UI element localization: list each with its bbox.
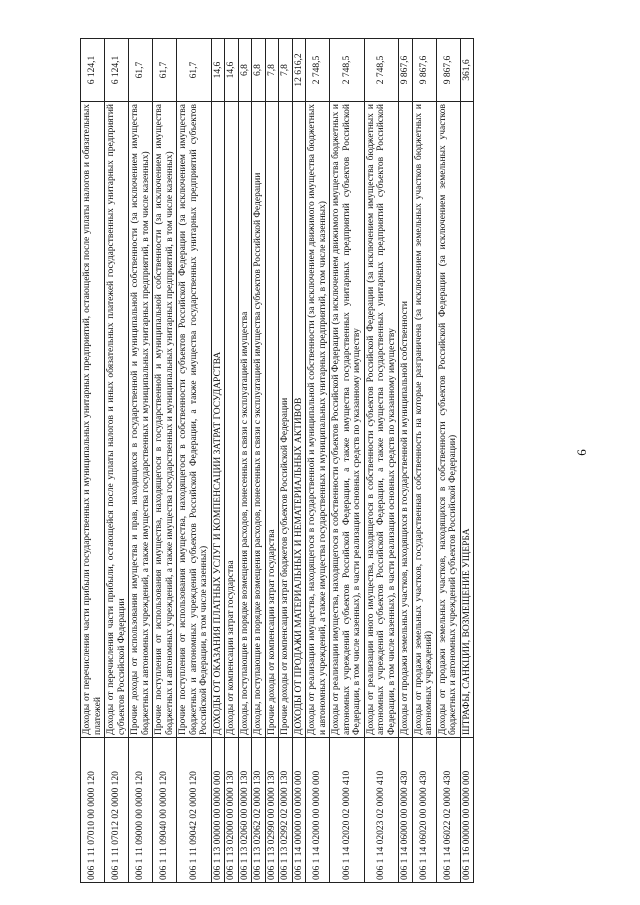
row-description: Прочие доходы от компенсации затрат бюджетов субъектов Российской Федерации xyxy=(279,102,293,738)
row-code: 006 1 14 02000 00 0000 000 xyxy=(306,738,330,883)
table-row xyxy=(81,39,105,883)
table-row xyxy=(238,39,252,883)
row-code: 006 1 11 07012 02 0000 120 xyxy=(105,738,129,883)
table-row xyxy=(412,39,436,883)
row-value: 12 616,2 xyxy=(292,39,306,102)
row-value: 14,6 xyxy=(225,39,239,102)
row-description: Прочие доходы от компенсации затрат государства xyxy=(265,102,279,738)
row-value: 9 867,6 xyxy=(436,39,460,102)
revenue-table-body xyxy=(81,39,474,883)
row-value: 6,8 xyxy=(238,39,252,102)
page-number: 6 xyxy=(574,449,589,456)
row-value: 7,8 xyxy=(265,39,279,102)
row-value: 6 124,1 xyxy=(105,39,129,102)
table-row xyxy=(460,39,474,883)
table-row xyxy=(153,39,177,883)
row-value: 9 867,6 xyxy=(412,39,436,102)
table-row xyxy=(436,39,460,883)
row-code: 006 1 14 06000 00 0000 430 xyxy=(399,738,413,883)
row-code: 006 1 14 02023 02 0000 410 xyxy=(364,738,399,883)
row-value: 61,7 xyxy=(153,39,177,102)
table-row xyxy=(252,39,266,883)
row-description: Доходы от реализации имущества, находящегося в государственной и муниципальной собственности (за исключением движимого имущества бюджетных и автономных учреждений, а также имущества государственных и муниципальных унитарных предприятий, в том числе казенных) xyxy=(306,102,330,738)
row-code: 006 1 11 09040 00 0000 120 xyxy=(153,738,177,883)
row-code: 006 1 14 06020 00 0000 430 xyxy=(412,738,436,883)
row-description: Доходы от продажи земельных участков, государственная собственность на которые разграничена (за исключением земельных участков бюджетных и автономных учреждений) xyxy=(412,102,436,738)
row-code: 006 1 14 02020 02 0000 410 xyxy=(330,738,365,883)
row-description: ДОХОДЫ ОТ ОКАЗАНИЯ ПЛАТНЫХ УСЛУГ И КОМПЕНСАЦИИ ЗАТРАТ ГОСУДАРСТВА xyxy=(211,102,225,738)
table-row xyxy=(177,39,212,883)
row-value: 2 748,5 xyxy=(364,39,399,102)
row-code: 006 1 14 06022 02 0000 430 xyxy=(436,738,460,883)
revenue-table xyxy=(80,38,474,883)
row-value: 14,6 xyxy=(211,39,225,102)
row-code: 006 1 13 02992 02 0000 130 xyxy=(279,738,293,883)
row-description: ШТРАФЫ, САНКЦИИ, ВОЗМЕЩЕНИЕ УЩЕРБА xyxy=(460,102,474,738)
table-row xyxy=(292,39,306,883)
row-description: ДОХОДЫ ОТ ПРОДАЖИ МАТЕРИАЛЬНЫХ И НЕМАТЕРИАЛЬНЫХ АКТИВОВ xyxy=(292,102,306,738)
row-value: 361,6 xyxy=(460,39,474,102)
row-value: 2 748,5 xyxy=(306,39,330,102)
row-code: 006 1 11 09000 00 0000 120 xyxy=(129,738,153,883)
table-row xyxy=(105,39,129,883)
row-value: 7,8 xyxy=(279,39,293,102)
row-description: Доходы от реализации иного имущества, находящегося в собственности субъектов Российской Федерации (за исключением имущества бюджетных и автономных учреждений субъектов Российской Федерации, а также имущества государственных унитарных предприятий субъектов Российской Федерации, в том числе казенных), в части реализации основных средств по указанному имуществу xyxy=(364,102,399,738)
table-row xyxy=(211,39,225,883)
row-code: 006 1 13 02060 00 0000 130 xyxy=(238,738,252,883)
row-description: Доходы от продажи земельных участков, находящихся в собственности субъектов Российской Федерации (за исключением земельных участков бюджетных и автономных учреждений субъектов Российской Федерации) xyxy=(436,102,460,738)
row-code: 006 1 14 00000 00 0000 000 xyxy=(292,738,306,883)
row-code: 006 1 11 09042 02 0000 120 xyxy=(177,738,212,883)
row-description: Доходы от перечисления части прибыли, остающейся после уплаты налогов и иных обязательных платежей государственных унитарных предприятий субъектов Российской Федерации xyxy=(105,102,129,738)
row-code: 006 1 13 02000 00 0000 130 xyxy=(225,738,239,883)
row-code: 006 1 13 02062 02 0000 130 xyxy=(252,738,266,883)
table-row xyxy=(225,39,239,883)
row-value: 2 748,5 xyxy=(330,39,365,102)
row-value: 9 867,6 xyxy=(399,39,413,102)
row-description: Прочие поступления от использования имущества, находящегося в собственности субъектов Российской Федерации (за исключением имущества бюджетных и автономных учреждений субъектов Российской Федерации, а также имущества государственных унитарных предприятий субъектов Российской Федерации, в том числе казенных) xyxy=(177,102,212,738)
row-description: Прочие доходы от использования имущества и прав, находящихся в государственной и муниципальной собственности (за исключением имущества бюджетных и автономных учреждений, а также имущества государственных и муниципальных унитарных предприятий, в том числе казенных) xyxy=(129,102,153,738)
table-row xyxy=(129,39,153,883)
row-description: Доходы от компенсации затрат государства xyxy=(225,102,239,738)
row-value: 61,7 xyxy=(129,39,153,102)
table-row xyxy=(306,39,330,883)
table-row xyxy=(330,39,365,883)
row-value: 6,8 xyxy=(252,39,266,102)
row-code: 006 1 13 02990 00 0000 130 xyxy=(265,738,279,883)
row-code: 006 1 16 00000 00 0000 000 xyxy=(460,738,474,883)
row-description: Доходы от перечисления части прибыли государственных и муниципальных унитарных предприятий, остающейся после уплаты налогов и обязательных платежей xyxy=(81,102,105,738)
table-row xyxy=(279,39,293,883)
row-value: 6 124,1 xyxy=(81,39,105,102)
table-row xyxy=(364,39,399,883)
table-row xyxy=(265,39,279,883)
row-code: 006 1 11 07010 00 0000 120 xyxy=(81,738,105,883)
row-description: Доходы от продажи земельных участков, находящихся в государственной и муниципальной собственности xyxy=(399,102,413,738)
row-value: 61,7 xyxy=(177,39,212,102)
row-description: Доходы от реализации имущества, находящегося в собственности субъектов Российской Федерации (за исключением движимого имущества бюджетных и автономных учреждений субъектов Российской Федерации, а также имущества государственных унитарных предприятий субъектов Российской Федерации, в том числе казенных), в части реализации основных средств по указанному имуществу xyxy=(330,102,365,738)
row-description: Доходы, поступающие в порядке возмещения расходов, понесенных в связи с эксплуатацией имущества xyxy=(238,102,252,738)
row-description: Доходы, поступающие в порядке возмещения расходов, понесенных в связи с эксплуатацией имущества субъектов Российской Федерации xyxy=(252,102,266,738)
row-description: Прочие поступления от использования имущества, находящегося в государственной и муниципальной собственности (за исключением имущества бюджетных и автономных учреждений, а также имущества государственных и муниципальных унитарных предприятий, в том числе казенных) xyxy=(153,102,177,738)
table-row xyxy=(399,39,413,883)
row-code: 006 1 13 00000 00 0000 000 xyxy=(211,738,225,883)
